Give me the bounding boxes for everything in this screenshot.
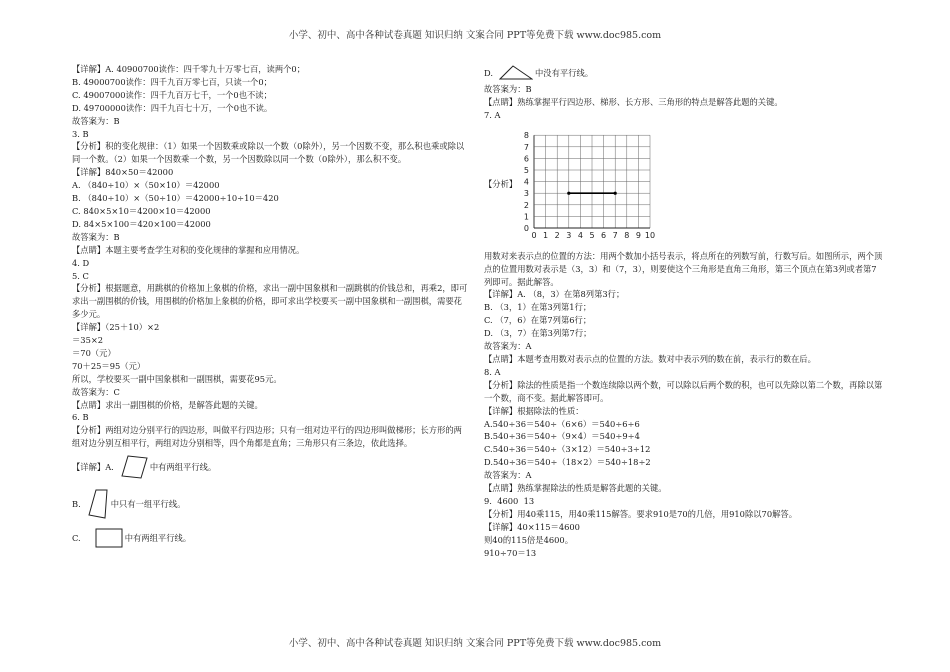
q6-option-a-text: 中有两组平行线。 — [149, 461, 217, 472]
q5-answer: 故答案为：C — [72, 386, 120, 397]
q9-detail-1: 【详解】40×115＝4600 — [484, 521, 580, 532]
x-tick-label: 7 — [612, 230, 618, 240]
q4-head: 4. D — [72, 257, 90, 268]
q8-detail: 【详解】根据除法的性质： — [484, 405, 584, 416]
q5-detail-2: ＝35×2 — [72, 335, 104, 346]
q9-analysis: 【分析】用40乘115，用40乘115解答。要求910是70的几倍，用910除以70解答。 — [484, 508, 797, 519]
q8-option-a: A.540÷36＝540÷（6×6）＝540÷6÷6 — [484, 418, 640, 429]
q7-detail-d: D. （3，7）在第3列第7行； — [484, 328, 592, 339]
parallelogram-icon — [120, 454, 148, 480]
x-tick-label: 9 — [635, 230, 641, 240]
x-tick-label: 5 — [589, 230, 595, 240]
q7-analysis: 用数对来表示点的位置的方法：用两个数加小括号表示，将点所在的列数写前，行数写后。如图所示，两个顶点的位置用数对表示是（3，3）和（7，3），则要使这个三角形是直角三角形，第三个顶点在第3列或者第7列即可。据此解答。 — [484, 250, 883, 287]
q2-answer: 故答案为：B — [72, 115, 120, 126]
q7-comment: 【点睛】本题考查用数对表示点的位置的方法。数对中表示列的数在前，表示行的数在后。 — [484, 353, 816, 364]
q7-graph-label: 【分析】 — [484, 178, 518, 189]
y-tick-label: 8 — [523, 130, 529, 140]
y-tick-label: 2 — [523, 200, 529, 210]
q5-detail-5: 所以，学校要买一副中国象棋和一副围棋，需要花95元。 — [72, 373, 282, 384]
q7-detail-a: 【详解】A. （8，3）在第8列第3行； — [484, 289, 625, 300]
y-tick-label: 6 — [523, 154, 529, 164]
q9-detail-3: 910÷70＝13 — [484, 547, 537, 558]
q3-comment: 【点睛】本题主要考查学生对积的变化规律的掌握和应用情况。 — [72, 244, 305, 255]
q6-option-a — [72, 452, 470, 482]
q6-option-d-prefix: D. — [484, 67, 493, 78]
q2-detail-a: 【详解】A. 40900700读作：四千零九十万零七百，读两个0； — [72, 64, 306, 74]
y-tick-label: 4 — [523, 177, 529, 187]
q3-option-c: C. 840×5×10＝4200×10＝42000 — [72, 205, 211, 216]
x-tick-label: 8 — [624, 230, 630, 240]
q6-option-d — [484, 63, 884, 83]
q3-answer: 故答案为：B — [72, 231, 120, 242]
q8-analysis: 【分析】除法的性质是指一个数连续除以两个数，可以除以后两个数的积，也可以先除以第二个数，再除以第一个数，商不变。据此解答即可。 — [484, 379, 883, 403]
left-column — [72, 63, 470, 550]
x-tick-label: 6 — [601, 230, 607, 240]
q3-analysis: 【分析】积的变化规律：（1）如果一个因数乘或除以一个数（0除外），另一个因数不变，那么积也乘或除以同一个数。（2）如果一个因数乘一个数，另一个因数除以同一个数（0除外），那么积不变。 — [72, 141, 465, 165]
q9-detail-2: 则40的115倍是4600。 — [484, 534, 573, 545]
q7-graph-block — [484, 122, 884, 250]
q7-answer: 故答案为：A — [484, 341, 532, 352]
x-tick-label: 3 — [566, 230, 572, 240]
q5-head: 5. C — [72, 270, 89, 281]
page-footer: 小学、初中、高中各种试卷真题 知识归纳 文案合同 PPT等免费下载 www.doc985.com — [288, 638, 662, 649]
x-tick-label: 10 — [644, 230, 656, 240]
q6-option-b-text: 中只有一组平行线。 — [110, 498, 186, 509]
rectangle-icon — [95, 528, 123, 548]
q6-comment: 【点睛】熟练掌握平行四边形、梯形、长方形、三角形的特点是解答此题的关键。 — [484, 96, 783, 107]
y-tick-label: 5 — [523, 165, 529, 175]
q7-head: 7. A — [484, 109, 501, 120]
page-header: 小学、初中、高中各种试卷真题 知识归纳 文案合同 PPT等免费下载 www.doc985.com — [288, 30, 662, 41]
q3-option-b: B. （840÷10）×（50÷10）＝42000÷10÷10＝420 — [72, 193, 279, 204]
coordinate-grid — [520, 122, 670, 248]
y-tick-label: 3 — [523, 188, 529, 198]
q8-option-b: B.540÷36＝540÷（9×4）＝540÷9÷4 — [484, 431, 640, 442]
segment-point — [614, 191, 617, 194]
x-tick-label: 4 — [577, 230, 583, 240]
q6-head: 6. B — [72, 412, 89, 423]
q6-option-c-prefix: C. — [72, 532, 81, 543]
q8-option-d: D.540÷36＝540÷（18×2）＝540÷18÷2 — [484, 457, 651, 468]
q5-comment: 【点睛】求出一副围棋的价格，是解答此题的关键。 — [72, 399, 263, 410]
q2-detail-d: D. 49700000读作：四千九百七十万，一个0也不读。 — [72, 102, 273, 113]
y-tick-label: 0 — [523, 223, 529, 233]
q2-detail-c: C. 49007000读作：四千九百万七千，一个0也不读； — [72, 89, 272, 100]
segment-point — [567, 191, 570, 194]
q8-comment: 【点睛】熟练掌握除法的性质是解答此题的关键。 — [484, 483, 667, 494]
q3-head: 3. B — [72, 128, 89, 139]
q5-detail-3: ＝70（元） — [72, 347, 116, 358]
right-column — [484, 63, 884, 559]
q5-detail-1: 【详解】（25＋10）×2 — [72, 322, 160, 333]
q7-detail-b: B. （3，1）在第3列第1行； — [484, 302, 592, 313]
triangle-icon — [499, 65, 533, 81]
q2-detail-b: B. 49000700读作：四千九百万零七百，只读一个0； — [72, 76, 272, 87]
q8-option-c: C.540÷36＝540÷（3×12）＝540÷3÷12 — [484, 444, 651, 455]
x-tick-label: 2 — [554, 230, 560, 240]
q8-head: 8. A — [484, 366, 501, 377]
q9-head: 9. 4600 13 — [484, 495, 535, 506]
y-tick-label: 7 — [523, 142, 529, 152]
q8-answer: 故答案为：A — [484, 470, 532, 481]
q3-option-d: D. 84×5×100＝420×100＝42000 — [72, 218, 211, 229]
q5-analysis: 【分析】根据题意，用跳棋的价格加上象棋的价格，求出一副中国象棋和一副跳棋的价钱总和，再乘2，即可求出一副围棋的价钱，用围棋的价格加上象棋的价格，即可求出学校要买一副中国象棋和一副围棋，需要花多少元。 — [72, 283, 468, 320]
q3-option-a: A. （840÷10）×（50×10）＝42000 — [72, 180, 220, 191]
x-tick-label: 1 — [543, 230, 549, 240]
y-tick-label: 1 — [523, 212, 529, 222]
q5-detail-4: 70＋25＝95（元） — [72, 360, 146, 371]
trapezoid-icon — [87, 488, 109, 520]
x-tick-label: 0 — [531, 230, 537, 240]
q6-option-a-prefix: 【详解】A. — [72, 461, 114, 472]
q3-detail: 【详解】840×50＝42000 — [72, 167, 174, 178]
q6-option-b — [72, 486, 470, 522]
q6-option-c — [72, 526, 470, 550]
q6-option-d-text: 中没有平行线。 — [535, 67, 594, 78]
q7-detail-c: C. （7，6）在第7列第6行； — [484, 315, 592, 326]
q6-answer: 故答案为：B — [484, 84, 532, 94]
q6-analysis: 【分析】两组对边分别平行的四边形，叫做平行四边形；只有一组对边平行的四边形叫做梯形；长方形的两组对边分别互相平行，两组对边分别相等，四个角都是直角；三角形只有三条边，依此选择。 — [72, 425, 462, 449]
q6-option-b-prefix: B. — [72, 498, 81, 509]
q6-option-c-text: 中有两组平行线。 — [124, 532, 192, 543]
